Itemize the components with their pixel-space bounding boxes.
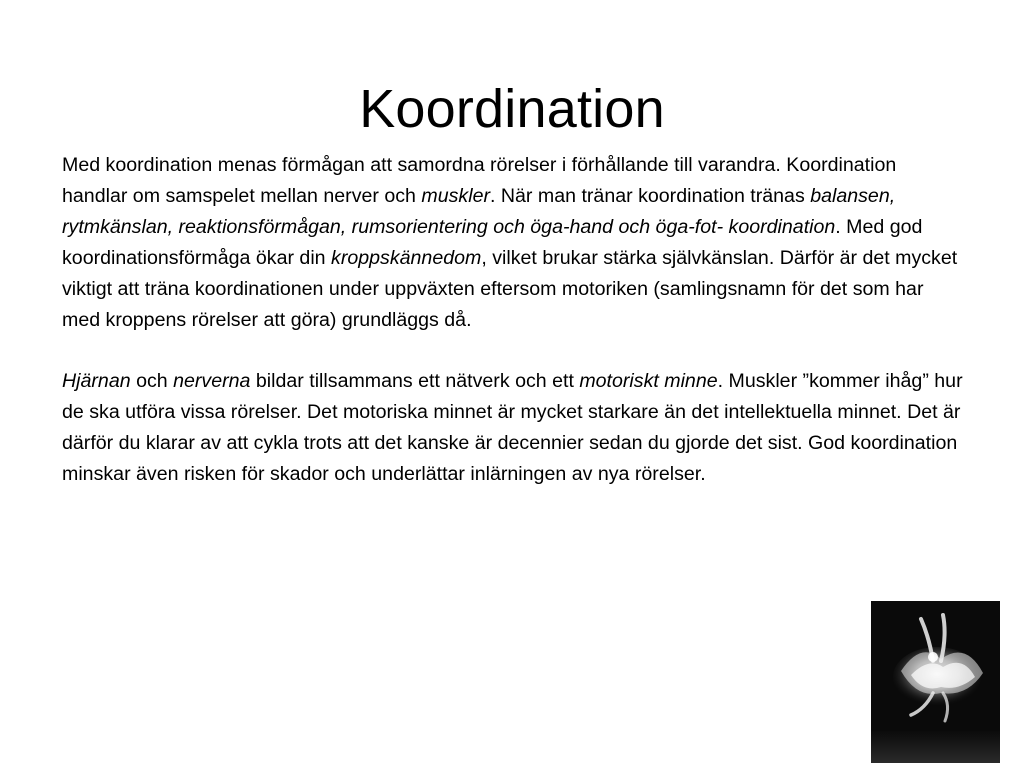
- text-segment: , vilket brukar stärka självkänslan. Därför är det mycket viktigt att träna koordinationen under uppväxten eftersom motoriken (samlingsnamn för det som har med kroppens rörelser att göra) grundläggs då.: [62, 247, 958, 331]
- text-segment-italic: muskler: [421, 185, 490, 207]
- slide-title: Koordination: [359, 79, 665, 140]
- text-segment-italic: nerverna: [173, 370, 251, 392]
- text-segment: . Med god koordinationsförmåga ökar din: [62, 216, 923, 269]
- text-segment: bildar tillsammans ett nätverk och ett: [250, 370, 580, 392]
- paragraph-2: [62, 366, 967, 490]
- text-segment: och: [130, 370, 174, 392]
- text-segment: . Muskler ”kommer ihåg” hur de ska utföra vissa rörelser. Det motoriska minnet är mycket starkare än det intellektuella minnet. Det är därför du klarar av att cykla trots att det kanske är decennier sedan du gjorde det sist. God koordination minskar även risken för skador och underlättar inlärningen av nya rörelser.: [62, 370, 963, 485]
- text-segment: . När man tränar koordination tränas: [490, 185, 811, 207]
- text-segment-italic: motoriskt minne: [579, 370, 718, 392]
- text-segment: Med koordination menas förmågan att samordna rörelser i förhållande till varandra. Koordination handlar om samspelet mellan nerver och: [62, 154, 897, 207]
- slide-body: [62, 150, 967, 490]
- dancer-photo: [871, 601, 1000, 763]
- text-segment-italic: kroppskännedom: [331, 247, 482, 269]
- paragraph-1: [62, 150, 967, 336]
- text-segment-italic: Hjärnan: [62, 370, 131, 392]
- dancer-photo-image: [871, 601, 1000, 763]
- text-segment-italic: balansen, rytmkänslan, reaktionsförmågan, rumsorientering och öga-hand och öga-fot- koordination: [62, 185, 896, 238]
